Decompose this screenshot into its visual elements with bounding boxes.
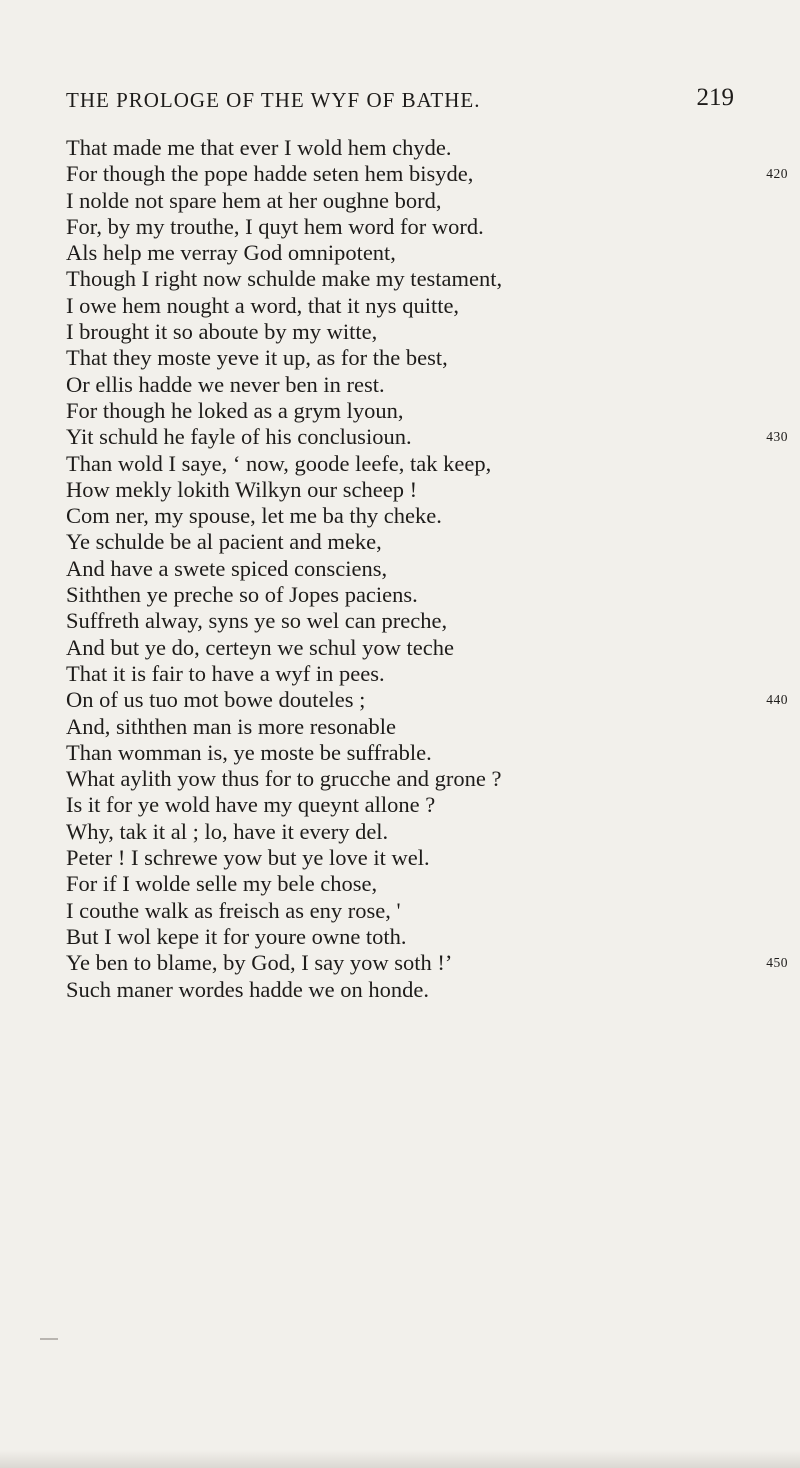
verse-line-text: For if I wolde selle my bele chose,: [66, 871, 378, 897]
verse-line: [66, 792, 788, 818]
running-head: [66, 84, 734, 118]
verse-line: [66, 214, 788, 240]
verse-line-text: Such maner wordes hadde we on honde.: [66, 976, 430, 1002]
verse-line-text: Than wold I saye, ‘ now, goode leefe, tak keep,: [66, 450, 492, 476]
verse-line: [66, 714, 788, 740]
verse-line: [66, 451, 788, 477]
verse-line-text: Why, tak it al ; lo, have it every del.: [66, 818, 389, 844]
verse-line-text: For though he loked as a grym lyoun,: [66, 397, 404, 423]
verse-line-text: Than womman is, ye moste be suffrable.: [66, 739, 432, 765]
verse-line: [66, 924, 788, 950]
verse-line-text: And, siththen man is more resonable: [66, 713, 396, 739]
verse-line: [66, 819, 788, 845]
verse-line-text: Or ellis hadde we never ben in rest.: [66, 371, 385, 397]
verse-line-text: What aylith yow thus for to grucche and grone ?: [66, 766, 502, 792]
verse-line: [66, 477, 788, 503]
verse-line: [66, 635, 788, 661]
verse-line: [66, 293, 788, 319]
verse-line-text: That made me that ever I wold hem chyde.: [66, 135, 452, 160]
verse-line-text: How mekly lokith Wilkyn our scheep !: [66, 476, 418, 502]
line-number: 420: [766, 166, 788, 182]
verse-line: [66, 266, 788, 292]
verse-line-text: Ye ben to blame, by God, I say yow soth !’: [66, 950, 453, 976]
verse-line-text: Suffreth alway, syns ye so wel can preche,: [66, 608, 448, 634]
verse-line: [66, 608, 788, 634]
verse-line-text: That it is fair to have a wyf in pees.: [66, 660, 385, 686]
verse-line-text: I owe hem nought a word, that it nys quitte,: [66, 292, 460, 318]
verse-line: [66, 950, 788, 976]
verse-line: [66, 135, 788, 161]
verse-line-text: I nolde not spare hem at her oughne bord,: [66, 187, 442, 213]
verse-line-text: Als help me verray God omnipotent,: [66, 240, 396, 266]
verse-line: [66, 424, 788, 450]
running-title: THE PROLOGE OF THE WYF OF BATHE.: [66, 88, 481, 112]
verse-line: [66, 661, 788, 687]
verse-line: [66, 898, 788, 924]
verse-line-text: Ye schulde be al pacient and meke,: [66, 529, 382, 555]
verse-line: [66, 871, 788, 897]
verse-line-text: That they moste yeve it up, as for the best,: [66, 345, 448, 371]
verse-line: [66, 161, 788, 187]
verse-line-text: Yit schuld he fayle of his conclusioun.: [66, 424, 412, 450]
verse-line: [66, 977, 788, 1003]
verse-line-text: And have a swete spiced consciens,: [66, 555, 388, 581]
line-number: 440: [766, 692, 788, 708]
verse-line-text: Though I right now schulde make my testament,: [66, 266, 503, 292]
verse-line-text: Peter ! I schrewe yow but ye love it wel.: [66, 845, 430, 871]
verse-line-text: For though the pope hadde seten hem bisyde,: [66, 161, 474, 187]
verse-line: [66, 766, 788, 792]
verse-line: [66, 582, 788, 608]
verse-line: [66, 372, 788, 398]
page-edge-shadow: [0, 1450, 800, 1468]
line-number: 430: [766, 429, 788, 445]
verse-line-text: I couthe walk as freisch as eny rose, ': [66, 897, 401, 923]
verse-line-text: Is it for ye wold have my queynt allone ?: [66, 792, 436, 818]
verse-line-text: I brought it so aboute by my witte,: [66, 319, 378, 345]
verse-text: [66, 135, 788, 1003]
verse-line: [66, 398, 788, 424]
verse-line-text: Siththen ye preche so of Jopes paciens.: [66, 582, 418, 608]
verse-line: [66, 319, 788, 345]
print-mark: [40, 1338, 58, 1340]
verse-line: [66, 188, 788, 214]
verse-line-text: And but ye do, certeyn we schul yow teche: [66, 634, 455, 660]
verse-line: [66, 687, 788, 713]
verse-line-text: Com ner, my spouse, let me ba thy cheke.: [66, 503, 442, 529]
line-number: 450: [766, 955, 788, 971]
verse-line: [66, 845, 788, 871]
verse-line-text: On of us tuo mot bowe douteles ;: [66, 687, 366, 713]
page-number: 219: [696, 84, 734, 111]
verse-line-text: For, by my trouthe, I quyt hem word for word.: [66, 213, 484, 239]
verse-line: [66, 503, 788, 529]
verse-line: [66, 556, 788, 582]
verse-line: [66, 240, 788, 266]
verse-line: [66, 345, 788, 371]
verse-line: [66, 740, 788, 766]
verse-line: [66, 529, 788, 555]
verse-line-text: But I wol kepe it for youre owne toth.: [66, 923, 407, 949]
